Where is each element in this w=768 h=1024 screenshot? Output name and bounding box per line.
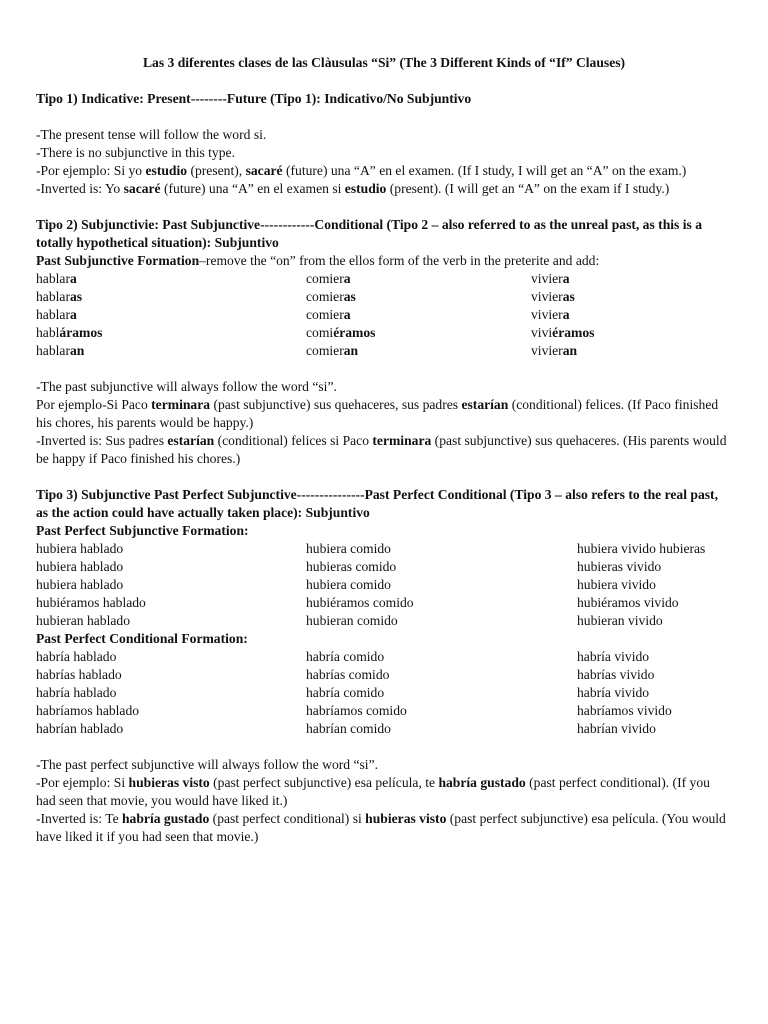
verb-ending: áramos [59, 325, 103, 340]
text-run: (past subjunctive) sus quehaceres. (His parents would be happy if Paco finished his chores.) [36, 433, 727, 466]
verb-stem: vivier [531, 289, 563, 304]
bold-run: sacaré [245, 163, 283, 178]
text-run: (future) una “A” en el examen. (If I study, I will get an “A” on the exam.) [282, 163, 687, 178]
conjugation-cell [36, 342, 306, 360]
conjugation-cell: habríamos comido [306, 703, 407, 718]
verb-stem: vivier [531, 307, 563, 322]
verb-ending: a [562, 271, 570, 286]
verb-stem: hablar [36, 271, 70, 286]
conjugation-cell [531, 270, 732, 288]
spacer [36, 198, 732, 216]
tipo3-heading: Tipo 3) Subjunctive Past Perfect Subjunctive---------------Past Perfect Conditional (Tipo 3 – also refers to the real past, as the action could have actually taken place): Subjuntivo [36, 487, 718, 520]
conjugation-cell [531, 324, 732, 342]
conjugation-cell: hubiéramos vivido [577, 595, 679, 610]
conjugation-cell: hubieran comido [306, 613, 398, 628]
bold-run: habría gustado [438, 775, 526, 790]
bold-run: estudio [145, 163, 188, 178]
conjugation-cell: habría hablado [36, 649, 117, 664]
past-perfect-conditional-table [36, 648, 732, 738]
tipo3-inverted [36, 810, 732, 846]
verb-stem: hablar [36, 289, 70, 304]
spacer [36, 360, 732, 378]
table-row [36, 720, 732, 738]
tipo3-example [36, 774, 732, 810]
conjugation-cell: hubiéramos comido [306, 595, 414, 610]
page-title: Las 3 diferentes clases de las Clàusulas “Si” (The 3 Different Kinds of “If” Clauses) [142, 55, 626, 70]
spacer [36, 738, 732, 756]
conjugation-cell: hubieras vivido [577, 559, 662, 574]
text-run: (past perfect conditional) si [209, 811, 366, 826]
conjugation-cell: habría vivido [577, 685, 650, 700]
text-run: (past perfect subjunctive) esa película, te [209, 775, 439, 790]
text-run: –remove the “on” from the ellos form of the verb in the preterite and add: [199, 253, 600, 268]
conjugation-cell: hubiera hablado [36, 577, 124, 592]
conjugation-cell [531, 288, 732, 306]
text-run: -Inverted is: Te [36, 811, 122, 826]
conjugation-cell [531, 342, 732, 360]
verb-stem: comier [306, 343, 344, 358]
verb-ending: a [69, 271, 77, 286]
verb-ending: as [69, 289, 83, 304]
text-run: (past subjunctive) sus quehaceres, sus padres [210, 397, 462, 412]
verb-stem: comi [306, 325, 334, 340]
bold-run: terminara [372, 433, 432, 448]
conjugation-cell: hubiéramos hablado [36, 595, 146, 610]
table-row [36, 576, 732, 594]
text-run: Por ejemplo-Si Paco [36, 397, 152, 412]
verb-stem: hablar [36, 307, 70, 322]
conjugation-cell: habría comido [306, 685, 385, 700]
text-run: (future) una “A” en el examen si [160, 181, 345, 196]
verb-ending: a [562, 307, 570, 322]
conjugation-cell: habrían vivido [577, 721, 656, 736]
text-run: -Por ejemplo: Si yo [36, 163, 146, 178]
conjugation-cell: hubiera hablado [36, 559, 124, 574]
conjugation-cell: hubiera hablado [36, 541, 124, 556]
conjugation-cell: habrías vivido [577, 667, 655, 682]
verb-ending: as [343, 289, 356, 304]
text-run: (present), [187, 163, 246, 178]
tipo2-formation [36, 252, 732, 270]
text-run: (past perfect conditional). (If you had seen that movie, you would have liked it.) [36, 775, 710, 808]
tipo3-note: -The past perfect subjunctive will always follow the word “si”. [36, 757, 379, 772]
table-row [36, 342, 732, 360]
conjugation-cell: habrían hablado [36, 721, 124, 736]
tipo1-example [36, 162, 732, 180]
table-row [36, 666, 732, 684]
text-run: -Inverted is: Yo [36, 181, 124, 196]
conjugation-cell [306, 324, 531, 342]
verb-stem: vivi [531, 325, 553, 340]
table-row [36, 702, 732, 720]
conjugation-cell [306, 306, 531, 324]
verb-ending: an [69, 343, 85, 358]
table-row [36, 324, 732, 342]
bold-run: habría gustado [122, 811, 210, 826]
verb-ending: a [69, 307, 77, 322]
tipo2-example [36, 396, 732, 432]
verb-stem: habl [36, 325, 60, 340]
conjugation-cell: hubiera vivido hubieras [577, 541, 706, 556]
conjugation-cell: habríamos hablado [36, 703, 140, 718]
conjugation-cell [36, 270, 306, 288]
verb-stem: vivier [531, 271, 563, 286]
verb-ending: as [562, 289, 575, 304]
text-run: -Por ejemplo: Si [36, 775, 129, 790]
table-row [36, 684, 732, 702]
verb-ending: an [343, 343, 359, 358]
conjugation-cell [36, 306, 306, 324]
text-run: (conditional) felices si Paco [214, 433, 373, 448]
tipo1-line2: -There is no subjunctive in this type. [36, 145, 235, 160]
conjugation-cell: hubieras comido [306, 559, 397, 574]
conjugation-cell: habría hablado [36, 685, 117, 700]
conjugation-cell: habrían comido [306, 721, 391, 736]
tipo3-subj-label: Past Perfect Subjunctive Formation: [36, 523, 249, 538]
conjugation-cell: hubieran hablado [36, 613, 130, 628]
tipo2-heading: Tipo 2) Subjunctivie: Past Subjunctive------------Conditional (Tipo 2 – also referred to as the unreal past, as this is a totally hypothetical situation): Subjuntivo [36, 217, 702, 250]
conjugation-cell: habríamos vivido [577, 703, 672, 718]
conjugation-cell [306, 342, 531, 360]
table-row [36, 648, 732, 666]
verb-ending: éramos [552, 325, 595, 340]
bold-run: estudio [344, 181, 387, 196]
verb-ending: éramos [333, 325, 376, 340]
tipo1-inverted [36, 180, 732, 198]
past-subjunctive-table [36, 270, 732, 360]
tipo2-inverted [36, 432, 732, 468]
table-row [36, 270, 732, 288]
verb-stem: hablar [36, 343, 70, 358]
tipo3-cond-label: Past Perfect Conditional Formation: [36, 631, 248, 646]
tipo1-line1: -The present tense will follow the word si. [36, 127, 267, 142]
verb-stem: comier [306, 307, 344, 322]
conjugation-cell: hubiera comido [306, 577, 391, 592]
conjugation-cell [306, 288, 531, 306]
text-run: (past perfect subjunctive) esa película. (You would have liked it if you had seen that movie.) [36, 811, 726, 844]
bold-run: hubieras visto [365, 811, 447, 826]
conjugation-cell: habría comido [306, 649, 385, 664]
text-run: (conditional) felices. (If Paco finished his chores, his parents would be happy.) [36, 397, 719, 430]
text-run: -Inverted is: Sus padres [36, 433, 168, 448]
conjugation-cell [36, 288, 306, 306]
verb-ending: a [343, 307, 351, 322]
bold-run: hubieras visto [128, 775, 210, 790]
spacer [36, 108, 732, 126]
conjugation-cell: habrías comido [306, 667, 390, 682]
bold-run: sacaré [123, 181, 161, 196]
tipo2-note: -The past subjunctive will always follow the word “si”. [36, 379, 337, 394]
verb-stem: vivier [531, 343, 563, 358]
verb-ending: a [343, 271, 351, 286]
table-row [36, 540, 732, 558]
verb-stem: comier [306, 271, 344, 286]
tipo1-heading: Tipo 1) Indicative: Present--------Future (Tipo 1): Indicativo/No Subjuntivo [36, 91, 472, 106]
verb-stem: comier [306, 289, 344, 304]
conjugation-cell [36, 324, 306, 342]
spacer [36, 468, 732, 486]
table-row [36, 594, 732, 612]
bold-run: terminara [151, 397, 211, 412]
conjugation-cell: hubiera comido [306, 541, 391, 556]
table-row [36, 612, 732, 630]
conjugation-cell: habría vivido [577, 649, 650, 664]
bold-run: estarían [461, 397, 509, 412]
table-row [36, 558, 732, 576]
table-row [36, 306, 732, 324]
verb-ending: an [562, 343, 578, 358]
table-row [36, 288, 732, 306]
conjugation-cell [306, 270, 531, 288]
past-perfect-subjunctive-table [36, 540, 732, 630]
bold-run: estarían [167, 433, 215, 448]
bold-run: Past Subjunctive Formation [36, 253, 200, 268]
conjugation-cell: habrías hablado [36, 667, 122, 682]
conjugation-cell: hubiera vivido [577, 577, 656, 592]
conjugation-cell [531, 306, 732, 324]
text-run: (present). (I will get an “A” on the exam if I study.) [386, 181, 670, 196]
conjugation-cell: hubieran vivido [577, 613, 663, 628]
